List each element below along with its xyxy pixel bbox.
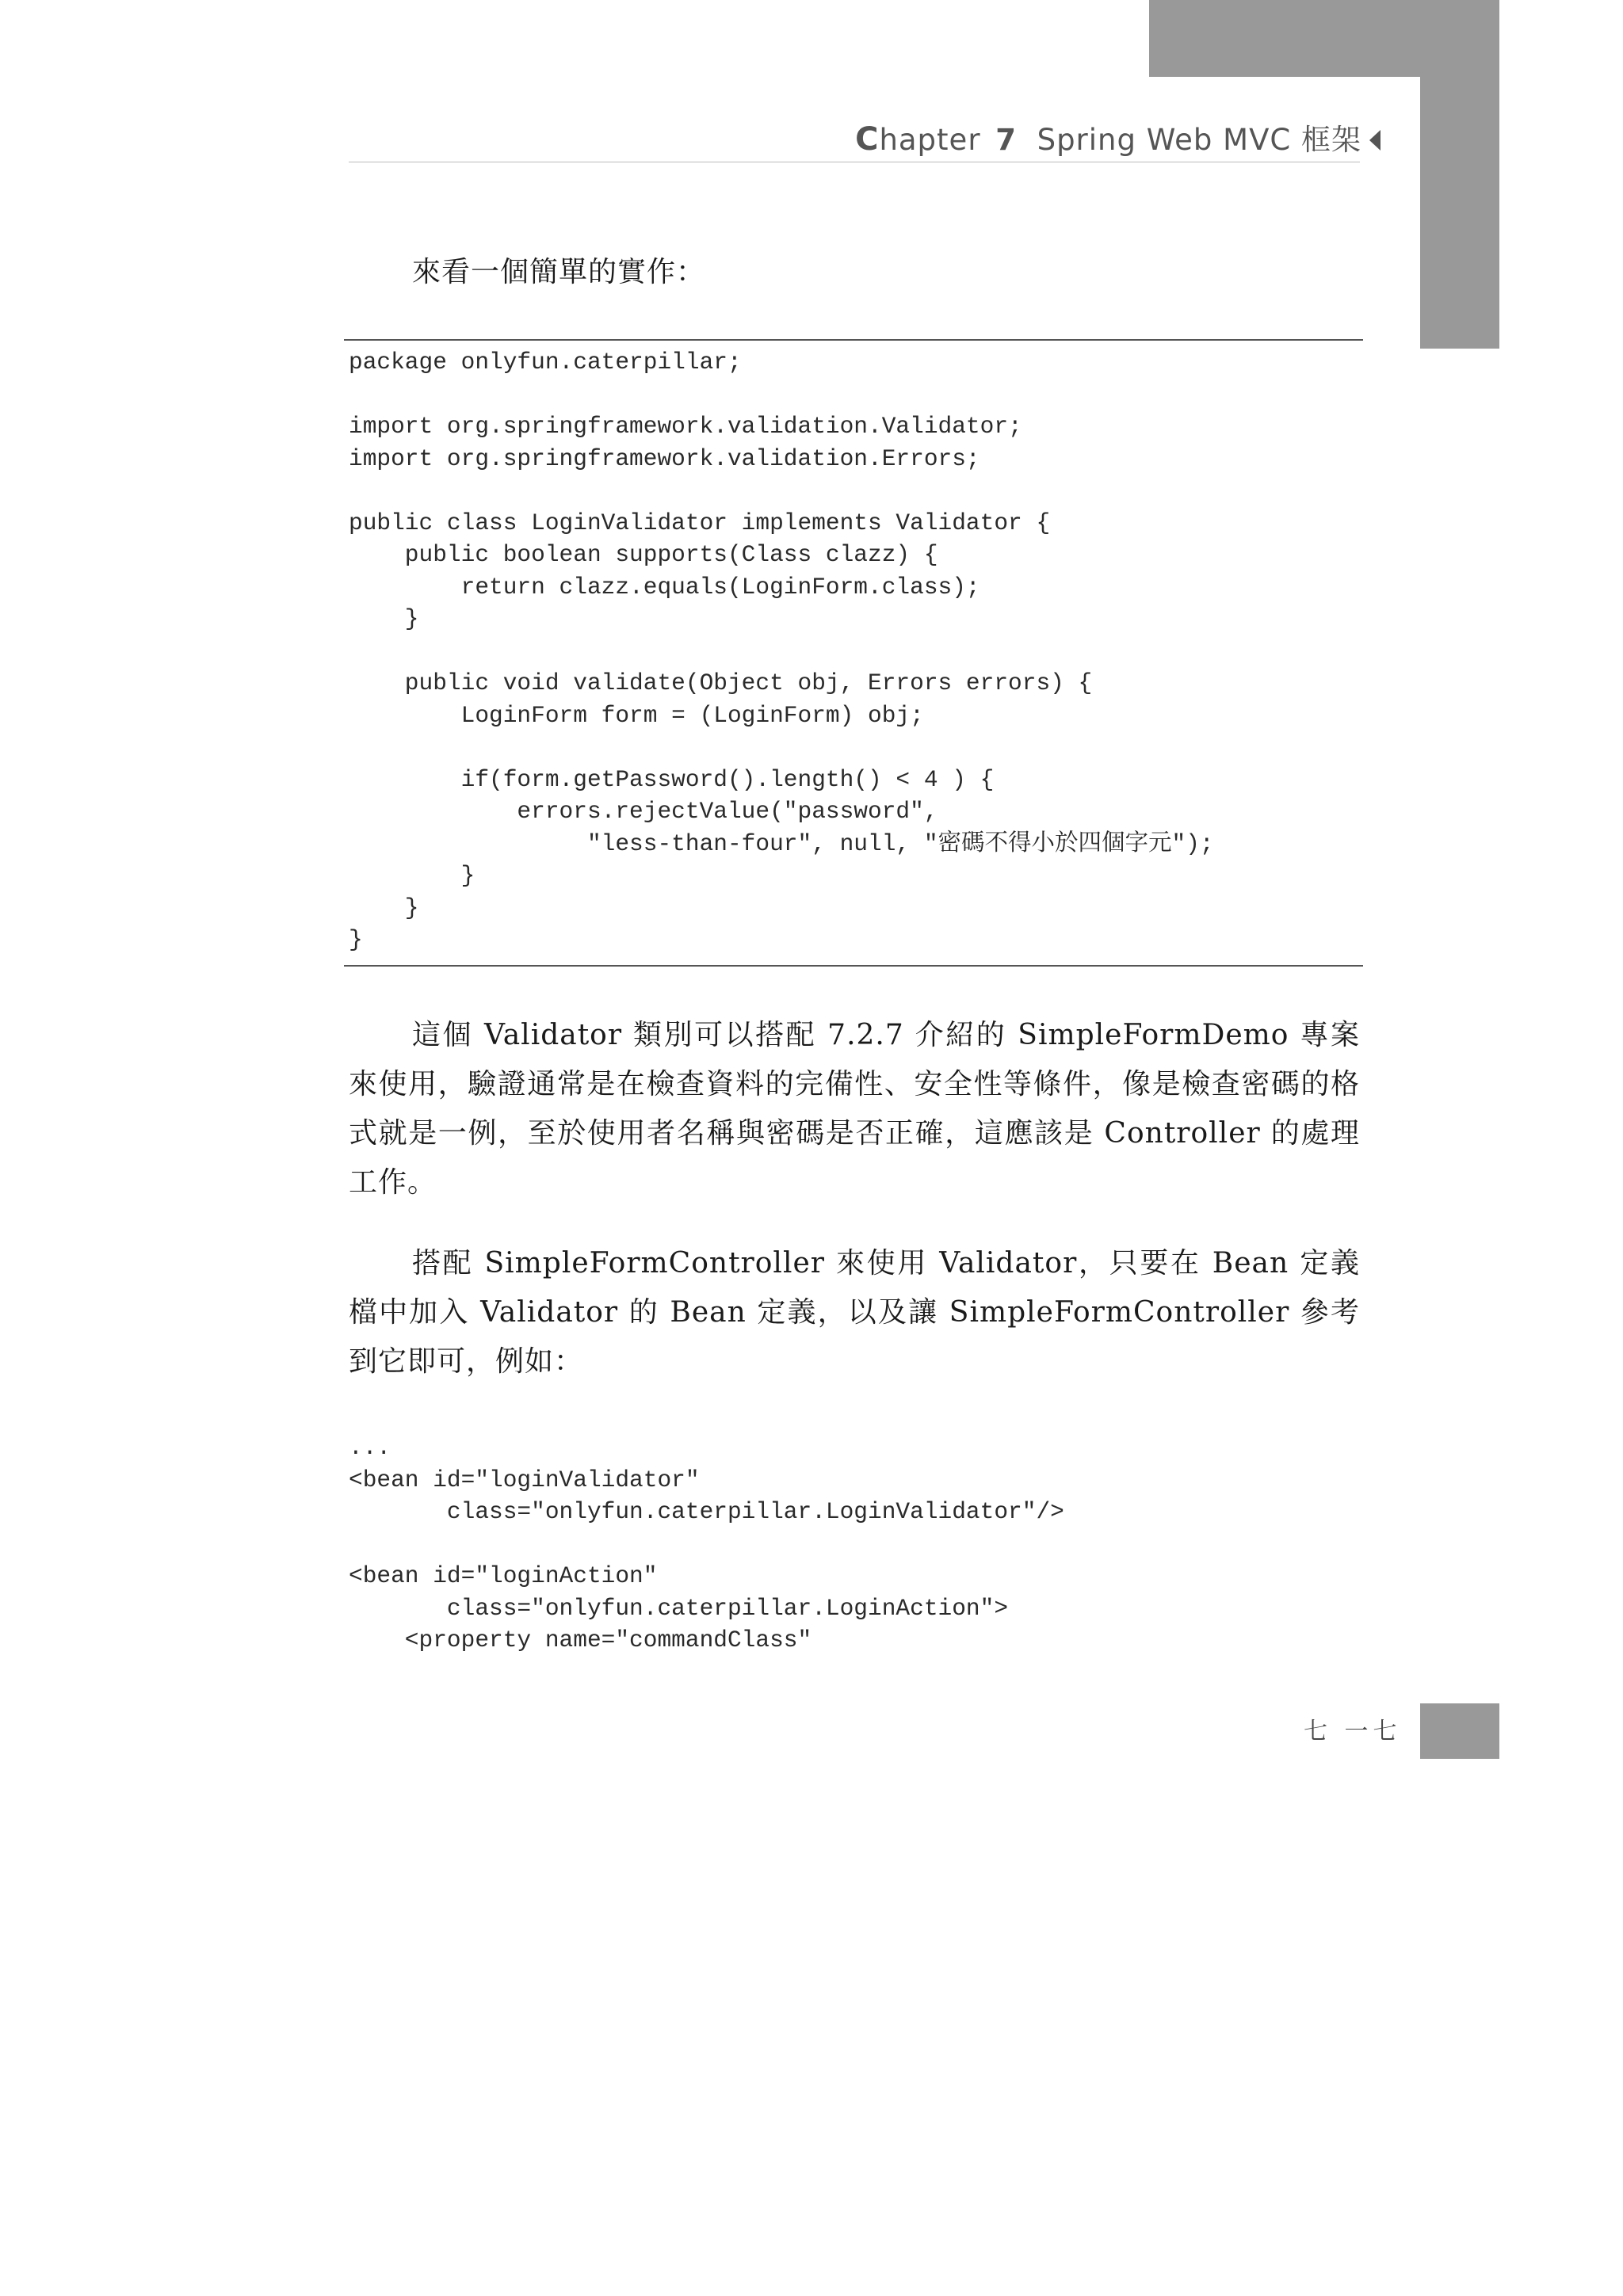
chapter-tab-top [1149,0,1499,77]
code-block-validator: package onlyfun.caterpillar; import org.springframework.validation.Validator; import org.springframework.validation.Errors; public class LoginValidator implements Validator { public boolean supports(Class clazz) { return clazz.equals(LoginForm.class); } public void validate(Object obj, Errors errors) { LoginForm form = (LoginForm) obj; if(form.getPassword().length() < 4 ) { errors.rejectValue("password", "less-than-four", null, "密碼不得小於四個字元"); } } } [349,349,1214,953]
code-block-bean-config: ... <bean id="loginValidator" class="onlyfun.caterpillar.LoginValidator"/> <bean id="loginAction" class="onlyfun.caterpillar.LoginAction"> <property name="commandClass" [349,1434,1064,1653]
page-tab-bottom [1420,1703,1499,1759]
chapter-initial: C [855,121,880,158]
header-triangle-icon [1369,130,1381,151]
chapter-word: hapter [879,123,981,157]
body-paragraph-1: 這個 Validator 類別可以搭配 7.2.7 介紹的 SimpleFormDemo 專案來使用，驗證通常是在檢查資料的完備性、安全性等條件，像是檢查密碼的格式就是一例，至於使用者名稱與密碼是否正確，這應該是 Controller 的處理工作。 [349,1019,1360,1199]
page-number: 七 一七 [1304,1718,1402,1745]
chapter-title [855,116,1361,158]
running-header [349,116,1360,162]
chapter-tab-side [1420,77,1499,349]
body-paragraph-2: 搭配 SimpleFormController 來使用 Validator，只要在 Bean 定義檔中加入 Validator 的 Bean 定義，以及讓 SimpleFormController 參考到它即可，例如： [349,1247,1360,1378]
chapter-number: 7 [995,123,1018,157]
intro-text: 來看一個簡單的實作： [412,256,706,288]
chapter-name: Spring Web MVC 框架 [1037,123,1361,157]
